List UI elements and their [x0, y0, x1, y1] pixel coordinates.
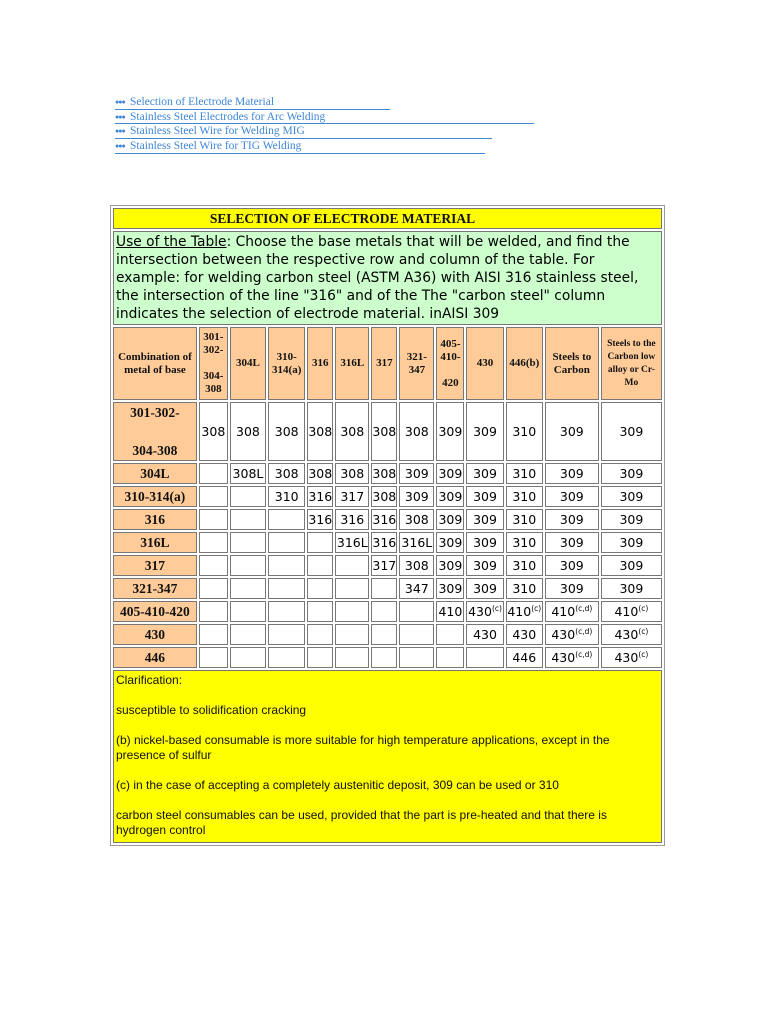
cell-footnote-ref: (c): [638, 603, 649, 613]
row-header: 430: [113, 624, 197, 645]
table-cell: [199, 647, 228, 668]
cell-footnote-ref: (c): [638, 649, 649, 659]
table-row: [113, 486, 662, 507]
table-cell: [307, 532, 333, 553]
table-cell: [436, 647, 464, 668]
cell-value: 309: [473, 489, 497, 504]
table-cell: [335, 463, 369, 484]
cell-footnote-ref: (c,d): [575, 649, 593, 659]
cell-footnote-ref: (c,d): [575, 603, 593, 613]
table-cell: [601, 555, 662, 576]
table-cell: [466, 402, 503, 461]
column-header: 317: [371, 327, 397, 400]
table-cell: [545, 624, 599, 645]
cell-value: 310: [274, 489, 299, 504]
table-row: [113, 402, 662, 461]
table-cell: [335, 578, 369, 599]
table-cell: [268, 647, 305, 668]
cell-value: 430: [512, 627, 537, 642]
table-row: [113, 555, 662, 576]
table-cell: [466, 463, 503, 484]
table-cell: [268, 486, 305, 507]
cell-value: 430: [468, 604, 492, 620]
table-cell: [307, 509, 333, 530]
bullet-icon: ●●●: [115, 142, 125, 151]
table-cell: [371, 532, 397, 553]
table-cell: [199, 578, 228, 599]
cell-value: 309: [438, 535, 463, 550]
cell-value: 310: [512, 512, 537, 527]
table-cell: [466, 555, 503, 576]
table-usage-intro: [113, 231, 662, 325]
table-cell: [506, 402, 543, 461]
table-cell: [436, 532, 464, 553]
cell-value: 310: [512, 558, 537, 573]
column-header-row: [113, 327, 662, 400]
link-label: Stainless Steel Wire for TIG Welding: [130, 140, 302, 153]
table-cell: [335, 532, 369, 553]
corner-header: Combination of metal of base: [113, 327, 197, 400]
link-stainless-electrodes-arc[interactable]: [115, 110, 534, 125]
cell-value: 316: [308, 489, 333, 504]
clarification-note: carbon steel consumables can be used, provided that the part is pre-heated and that there is hydrogen control: [116, 808, 607, 837]
link-selection-electrode-material[interactable]: [115, 95, 390, 110]
table-cell: [199, 402, 228, 461]
table-row: [113, 463, 662, 484]
cell-value: 308: [274, 466, 299, 481]
table-cell: [335, 486, 369, 507]
column-header: 316L: [335, 327, 369, 400]
column-header: Steels to Carbon: [545, 327, 599, 400]
cell-value: 309: [473, 466, 497, 481]
table-cell: [399, 402, 434, 461]
table-row: [113, 601, 662, 622]
table-cell: [545, 647, 599, 668]
cell-value: 316L: [401, 535, 433, 550]
cell-value: 309: [473, 512, 497, 527]
cell-value: 310: [512, 424, 537, 439]
table-cell: [601, 532, 662, 553]
table-cell: [268, 578, 305, 599]
cell-value: 309: [404, 466, 429, 481]
table-cell: [307, 578, 333, 599]
table-cell: [399, 509, 434, 530]
cell-value: 309: [559, 535, 584, 550]
table-cell: [199, 486, 228, 507]
table-cell: [466, 647, 503, 668]
cell-value: 309: [559, 424, 584, 439]
table-cell: [601, 601, 662, 622]
table-cell: [371, 624, 397, 645]
cell-value: 430: [473, 627, 497, 642]
row-header: 301-302- 304-308: [113, 402, 197, 461]
cell-value: 316: [372, 512, 397, 527]
cell-value: 309: [559, 558, 584, 573]
table-cell: [307, 402, 333, 461]
cell-value: 308: [340, 466, 365, 481]
cell-value: 310: [512, 466, 537, 481]
table-row: [113, 509, 662, 530]
table-cell: [230, 486, 266, 507]
table-cell: [436, 555, 464, 576]
cell-value: 316: [308, 512, 333, 527]
column-header: 304L: [230, 327, 266, 400]
cell-value: 308: [308, 424, 333, 439]
cell-value: 316: [340, 512, 365, 527]
cell-value: 430: [614, 650, 639, 666]
table-cell: [335, 402, 369, 461]
table-cell: [199, 624, 228, 645]
row-header: 405-410-420: [113, 601, 197, 622]
table-cell: [545, 578, 599, 599]
column-header: 321-347: [399, 327, 434, 400]
bullet-icon: ●●●: [115, 98, 125, 106]
link-label: Stainless Steel Electrodes for Arc Welding: [130, 110, 326, 123]
table-cell: [268, 463, 305, 484]
column-header: 316: [307, 327, 333, 400]
cell-footnote-ref: (c): [491, 603, 502, 613]
table-cell: [545, 402, 599, 461]
cell-value: 310: [512, 535, 537, 550]
table-cell: [268, 555, 305, 576]
table-cell: [601, 624, 662, 645]
cell-value: 410: [614, 604, 639, 620]
table-cell: [307, 555, 333, 576]
table-cell: [506, 486, 543, 507]
cell-value: 309: [473, 535, 497, 550]
cell-value: 309: [438, 581, 463, 596]
clarification-heading: Clarification:: [116, 673, 183, 687]
table-cell: [268, 509, 305, 530]
cell-value: 308L: [232, 466, 264, 481]
table-cell: [545, 532, 599, 553]
table-cell: [436, 624, 464, 645]
table-cell: [545, 509, 599, 530]
table-cell: [601, 647, 662, 668]
cell-value: 308: [340, 424, 365, 439]
table-cell: [230, 509, 266, 530]
table-cell: [230, 402, 266, 461]
clarification-note: (b) nickel-based consumable is more suitable for high temperature applications, except in the presence of sulfur: [116, 733, 610, 762]
table-cell: [335, 509, 369, 530]
table-cell: [506, 463, 543, 484]
table-cell: [371, 578, 397, 599]
table-cell: [199, 532, 228, 553]
cell-value: 316: [372, 535, 397, 550]
table-cell: [506, 601, 543, 622]
cell-value: 309: [619, 558, 644, 573]
table-cell: [399, 624, 434, 645]
intro-lead: Use of the Table: [116, 234, 227, 250]
cell-value: 309: [619, 512, 644, 527]
table-row: [113, 578, 662, 599]
link-stainless-wire-mig[interactable]: [115, 124, 492, 139]
table-cell: [506, 578, 543, 599]
cell-value: 430: [551, 650, 576, 666]
table-cell: [436, 509, 464, 530]
cell-value: 308: [236, 424, 260, 439]
cell-value: 430: [551, 627, 576, 643]
column-header: 310-314(a): [268, 327, 305, 400]
table-cell: [399, 486, 434, 507]
cell-value: 308: [372, 466, 397, 481]
row-header: 446: [113, 647, 197, 668]
cell-value: 410: [551, 604, 576, 620]
cell-value: 309: [404, 489, 429, 504]
cell-value: 310: [512, 489, 537, 504]
electrode-selection-table: [110, 205, 665, 846]
cell-value: 308: [274, 424, 299, 439]
table-cell: [506, 509, 543, 530]
row-header: 304L: [113, 463, 197, 484]
bullet-icon: ●●●: [115, 127, 125, 136]
table-cell: [545, 555, 599, 576]
table-cell: [268, 624, 305, 645]
clarification-notes: [113, 670, 662, 843]
table-cell: [466, 486, 503, 507]
cell-value: 410: [438, 604, 463, 619]
cell-value: 309: [559, 512, 584, 527]
table-title: SELECTION OF ELECTRODE MATERIAL: [113, 208, 662, 229]
column-header: Steels to the Carbon low alloy or Cr-Mo: [601, 327, 662, 400]
cell-value: 317: [372, 558, 397, 573]
table-cell: [371, 402, 397, 461]
table-cell: [601, 578, 662, 599]
table-cell: [466, 624, 503, 645]
table-cell: [307, 601, 333, 622]
table-cell: [371, 486, 397, 507]
clarification-note: (c) in the case of accepting a completely austenitic deposit, 309 can be used or 310: [116, 778, 559, 792]
table-cell: [371, 463, 397, 484]
cell-value: 309: [438, 424, 463, 439]
link-label: Selection of Electrode Material: [130, 96, 275, 108]
cell-value: 309: [473, 424, 497, 439]
table-cell: [335, 601, 369, 622]
table-cell: [545, 463, 599, 484]
row-header: 321-347: [113, 578, 197, 599]
table-cell: [230, 555, 266, 576]
cell-value: 309: [438, 558, 463, 573]
table-cell: [601, 486, 662, 507]
table-cell: [399, 578, 434, 599]
cell-value: 308: [404, 512, 429, 527]
table-cell: [268, 532, 305, 553]
table-cell: [506, 647, 543, 668]
table-cell: [466, 509, 503, 530]
table-cell: [371, 555, 397, 576]
table-cell: [307, 486, 333, 507]
table-cell: [399, 601, 434, 622]
cell-value: 309: [438, 466, 463, 481]
table-cell: [436, 486, 464, 507]
table-cell: [601, 463, 662, 484]
cell-value: 310: [512, 581, 537, 596]
cell-value: 309: [619, 466, 644, 481]
cell-value: 309: [473, 581, 497, 596]
table-cell: [436, 601, 464, 622]
table-cell: [545, 486, 599, 507]
cell-value: 446: [512, 650, 537, 665]
table-cell: [230, 578, 266, 599]
table-cell: [466, 601, 503, 622]
table-cell: [307, 463, 333, 484]
table-cell: [335, 624, 369, 645]
link-label: Stainless Steel Wire for Welding MIG: [130, 125, 305, 138]
cell-value: 308: [404, 558, 429, 573]
table-cell: [199, 463, 228, 484]
table-cell: [371, 647, 397, 668]
table-cell: [436, 578, 464, 599]
table-cell: [399, 647, 434, 668]
cell-value: 309: [619, 581, 644, 596]
cell-value: 308: [404, 424, 429, 439]
column-header: 430: [466, 327, 503, 400]
cell-value: 308: [372, 424, 397, 439]
cell-value: 317: [340, 489, 365, 504]
column-header: 405-410- 420: [436, 327, 464, 400]
clarification-note: susceptible to solidification cracking: [116, 703, 307, 717]
table-cell: [466, 532, 503, 553]
table-cell: [199, 509, 228, 530]
cell-value: 309: [559, 466, 584, 481]
table-cell: [371, 601, 397, 622]
cell-value: 309: [559, 489, 584, 504]
table-cell: [199, 601, 228, 622]
column-header: 446(b): [506, 327, 543, 400]
cell-footnote-ref: (c): [638, 626, 649, 636]
intro-text: : Choose the base metals that will be welded, and find the intersection between the respective row and column of the table. For example: for welding carbon steel (ASTM A36) with AISI 316 stainless steel, the intersection of the line "316" and of the The "carbon steel" column indicates the selection of electrode material. inAISI 309: [116, 234, 639, 322]
table-cell: [230, 463, 266, 484]
cell-value: 410: [507, 604, 532, 620]
cell-value: 430: [614, 627, 639, 643]
table-cell: [506, 532, 543, 553]
cell-value: 308: [372, 489, 397, 504]
table-cell: [436, 463, 464, 484]
table-cell: [399, 555, 434, 576]
table-row: [113, 647, 662, 668]
cell-value: 309: [619, 424, 644, 439]
cell-value: 316L: [336, 535, 368, 550]
cell-value: 309: [619, 535, 644, 550]
table-cell: [601, 509, 662, 530]
table-row: [113, 532, 662, 553]
table-cell: [199, 555, 228, 576]
table-cell: [371, 509, 397, 530]
table-cell: [399, 532, 434, 553]
row-header: 316: [113, 509, 197, 530]
cell-value: 308: [308, 466, 333, 481]
row-header: 317: [113, 555, 197, 576]
cell-footnote-ref: (c,d): [575, 626, 593, 636]
cell-value: 308: [201, 424, 226, 439]
cell-value: 309: [438, 512, 463, 527]
table-cell: [436, 402, 464, 461]
table-cell: [268, 601, 305, 622]
table-cell: [506, 555, 543, 576]
table-cell: [230, 601, 266, 622]
table-cell: [268, 402, 305, 461]
table-cell: [545, 601, 599, 622]
link-stainless-wire-tig[interactable]: [115, 139, 485, 154]
table-cell: [230, 624, 266, 645]
column-header: 301-302- 304-308: [199, 327, 228, 400]
table-cell: [230, 532, 266, 553]
table-cell: [506, 624, 543, 645]
table-cell: [601, 402, 662, 461]
link-list: [115, 95, 534, 154]
table-row: [113, 624, 662, 645]
table-cell: [230, 647, 266, 668]
table-cell: [399, 463, 434, 484]
selection-table: [111, 206, 664, 845]
cell-value: 309: [559, 581, 584, 596]
table-cell: [307, 624, 333, 645]
row-header: 316L: [113, 532, 197, 553]
cell-value: 309: [619, 489, 644, 504]
table-cell: [335, 647, 369, 668]
row-header: 310-314(a): [113, 486, 197, 507]
cell-footnote-ref: (c): [531, 603, 542, 613]
cell-value: 309: [473, 558, 497, 573]
table-cell: [466, 578, 503, 599]
bullet-icon: ●●●: [115, 112, 125, 121]
table-cell: [335, 555, 369, 576]
cell-value: 309: [438, 489, 463, 504]
table-cell: [307, 647, 333, 668]
cell-value: 347: [404, 581, 429, 596]
